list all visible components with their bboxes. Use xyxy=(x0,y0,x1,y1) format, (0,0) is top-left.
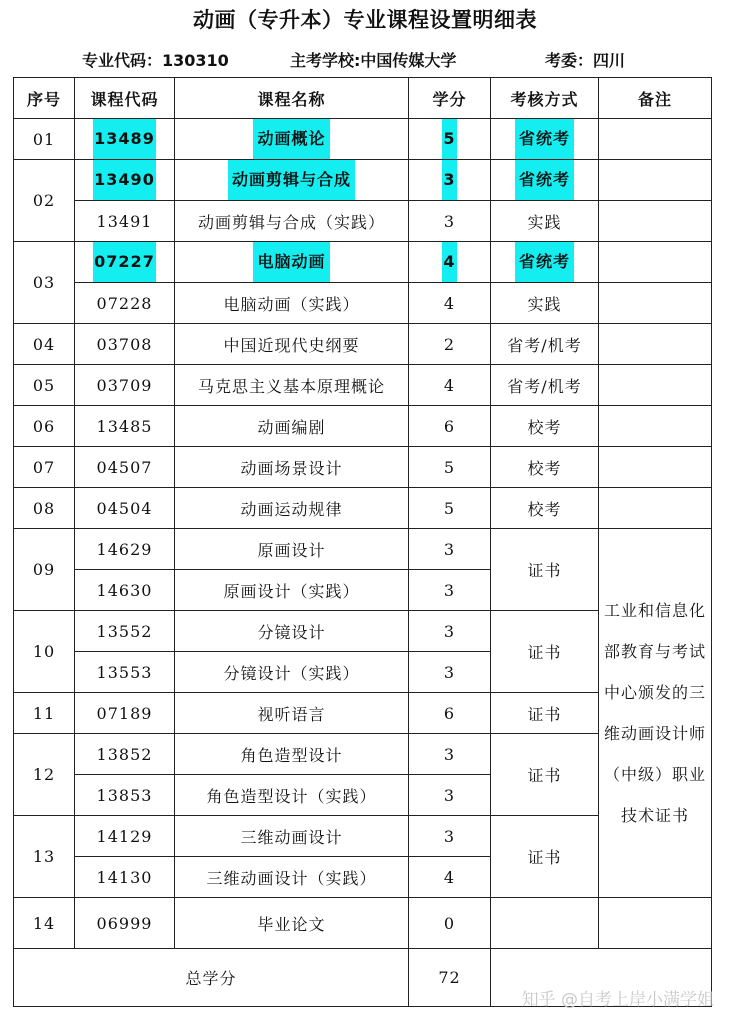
course-name xyxy=(175,242,409,283)
certificate-note: 工业和信息化部教育与考试中心颁发的三维动画设计师（中级）职业技术证书 xyxy=(599,529,712,898)
course-code: 07189 xyxy=(75,693,175,734)
course-name: 分镜设计 xyxy=(175,611,409,652)
host-school-label: 主考学校: xyxy=(290,51,361,70)
note-cell xyxy=(599,283,712,324)
row-no: 12 xyxy=(14,734,75,816)
table-row xyxy=(14,488,712,529)
note-cell xyxy=(599,898,712,949)
host-school-value: 中国传媒大学 xyxy=(360,51,457,70)
note-cell xyxy=(599,119,712,160)
course-name: 中国近现代史纲要 xyxy=(175,324,409,365)
exam-method: 省考/机考 xyxy=(491,324,599,365)
course-code: 06999 xyxy=(75,898,175,949)
note-cell xyxy=(599,242,712,283)
course-name: 视听语言 xyxy=(175,693,409,734)
course-name: 动画剪辑与合成（实践） xyxy=(175,201,409,242)
row-no: 04 xyxy=(14,324,75,365)
exam-method: 校考 xyxy=(491,447,599,488)
exam-method-highlight: 省统考 xyxy=(515,160,574,200)
course-code: 14629 xyxy=(75,529,175,570)
table-row xyxy=(14,201,712,242)
course-name: 原画设计 xyxy=(175,529,409,570)
course-credit: 6 xyxy=(409,406,491,447)
course-code-highlight: 13489 xyxy=(93,119,156,159)
course-code: 13552 xyxy=(75,611,175,652)
header-credit: 学分 xyxy=(409,78,491,119)
course-credit-highlight: 4 xyxy=(442,242,456,282)
course-name-highlight: 电脑动画 xyxy=(253,242,329,282)
table-row xyxy=(14,898,712,949)
row-no: 07 xyxy=(14,447,75,488)
course-code: 04504 xyxy=(75,488,175,529)
course-code-highlight: 13490 xyxy=(93,160,156,200)
course-code: 14129 xyxy=(75,816,175,857)
table-header-row xyxy=(14,78,712,119)
course-credit xyxy=(409,119,491,160)
course-credit: 5 xyxy=(409,447,491,488)
table-row xyxy=(14,529,712,570)
exam-method xyxy=(491,160,599,201)
row-no: 09 xyxy=(14,529,75,611)
course-credit: 4 xyxy=(409,365,491,406)
table-row xyxy=(14,447,712,488)
course-name-highlight: 动画剪辑与合成 xyxy=(228,160,355,200)
header-no: 序号 xyxy=(14,78,75,119)
exam-method: 证书 xyxy=(491,816,599,898)
note-cell xyxy=(599,201,712,242)
course-credit: 3 xyxy=(409,529,491,570)
note-cell xyxy=(599,488,712,529)
row-no: 11 xyxy=(14,693,75,734)
table-row xyxy=(14,160,712,201)
major-code xyxy=(82,48,229,71)
header-exam: 考核方式 xyxy=(491,78,599,119)
exam-method xyxy=(491,119,599,160)
row-no: 01 xyxy=(14,119,75,160)
table-row xyxy=(14,324,712,365)
course-code: 13553 xyxy=(75,652,175,693)
exam-method: 证书 xyxy=(491,693,599,734)
course-name: 动画场景设计 xyxy=(175,447,409,488)
course-code xyxy=(75,160,175,201)
course-credit xyxy=(409,242,491,283)
exam-method: 实践 xyxy=(491,283,599,324)
row-no: 14 xyxy=(14,898,75,949)
course-name: 分镜设计（实践） xyxy=(175,652,409,693)
exam-method: 实践 xyxy=(491,201,599,242)
exam-method-highlight: 省统考 xyxy=(515,242,574,282)
course-credit: 5 xyxy=(409,488,491,529)
course-credit: 6 xyxy=(409,693,491,734)
table-row xyxy=(14,365,712,406)
table-row xyxy=(14,406,712,447)
course-code: 03709 xyxy=(75,365,175,406)
host-school xyxy=(290,48,456,71)
exam-committee-value: 四川 xyxy=(593,51,626,70)
course-name: 动画运动规律 xyxy=(175,488,409,529)
course-code: 13485 xyxy=(75,406,175,447)
exam-method: 证书 xyxy=(491,734,599,816)
note-cell xyxy=(599,406,712,447)
exam-method xyxy=(491,242,599,283)
course-credit: 3 xyxy=(409,816,491,857)
table-row xyxy=(14,119,712,160)
course-credit: 3 xyxy=(409,775,491,816)
course-code: 07228 xyxy=(75,283,175,324)
course-credit: 3 xyxy=(409,570,491,611)
row-no: 13 xyxy=(14,816,75,898)
course-name xyxy=(175,119,409,160)
course-name: 毕业论文 xyxy=(175,898,409,949)
course-credit xyxy=(409,160,491,201)
course-code: 14130 xyxy=(75,857,175,898)
course-name: 电脑动画（实践） xyxy=(175,283,409,324)
course-code: 13853 xyxy=(75,775,175,816)
major-code-label: 专业代码： xyxy=(82,51,163,70)
course-name: 角色造型设计 xyxy=(175,734,409,775)
total-credit: 72 xyxy=(409,949,491,1007)
course-code: 14630 xyxy=(75,570,175,611)
header-name: 课程名称 xyxy=(175,78,409,119)
course-name: 马克思主义基本原理概论 xyxy=(175,365,409,406)
note-cell xyxy=(599,447,712,488)
course-credit: 2 xyxy=(409,324,491,365)
course-name: 动画编剧 xyxy=(175,406,409,447)
total-label: 总学分 xyxy=(14,949,409,1007)
header-note: 备注 xyxy=(599,78,712,119)
exam-method: 校考 xyxy=(491,488,599,529)
note-cell xyxy=(599,365,712,406)
course-credit: 3 xyxy=(409,734,491,775)
course-code: 13491 xyxy=(75,201,175,242)
row-no: 06 xyxy=(14,406,75,447)
major-code-value: 130310 xyxy=(162,51,229,70)
course-name: 角色造型设计（实践） xyxy=(175,775,409,816)
row-no: 10 xyxy=(14,611,75,693)
exam-method xyxy=(491,898,599,949)
exam-method: 省考/机考 xyxy=(491,365,599,406)
watermark: 知乎 @自考上岸小满学姐 xyxy=(521,990,714,1010)
table-row xyxy=(14,283,712,324)
course-credit: 3 xyxy=(409,652,491,693)
course-credit-highlight: 5 xyxy=(442,119,456,159)
course-credit: 4 xyxy=(409,283,491,324)
note-cell xyxy=(599,160,712,201)
course-name: 原画设计（实践） xyxy=(175,570,409,611)
course-credit: 4 xyxy=(409,857,491,898)
exam-method: 证书 xyxy=(491,611,599,693)
course-code xyxy=(75,242,175,283)
course-credit: 3 xyxy=(409,611,491,652)
course-credit-highlight: 3 xyxy=(442,160,456,200)
exam-method: 证书 xyxy=(491,529,599,611)
row-no: 03 xyxy=(14,242,75,324)
row-no: 05 xyxy=(14,365,75,406)
course-code xyxy=(75,119,175,160)
page-title: 动画（专升本）专业课程设置明细表 xyxy=(193,8,537,32)
exam-committee-label: 考委： xyxy=(545,51,594,70)
course-code: 13852 xyxy=(75,734,175,775)
exam-method-highlight: 省统考 xyxy=(515,119,574,159)
course-credit: 0 xyxy=(409,898,491,949)
course-name xyxy=(175,160,409,201)
exam-committee xyxy=(545,48,625,71)
row-no: 02 xyxy=(14,160,75,242)
course-table xyxy=(13,77,712,1007)
course-name: 三维动画设计 xyxy=(175,816,409,857)
course-code: 04507 xyxy=(75,447,175,488)
course-name: 三维动画设计（实践） xyxy=(175,857,409,898)
table-row xyxy=(14,242,712,283)
course-code: 03708 xyxy=(75,324,175,365)
row-no: 08 xyxy=(14,488,75,529)
header-code: 课程代码 xyxy=(75,78,175,119)
exam-method: 校考 xyxy=(491,406,599,447)
course-code-highlight: 07227 xyxy=(93,242,156,282)
course-credit: 3 xyxy=(409,201,491,242)
note-cell xyxy=(599,324,712,365)
course-name-highlight: 动画概论 xyxy=(253,119,329,159)
